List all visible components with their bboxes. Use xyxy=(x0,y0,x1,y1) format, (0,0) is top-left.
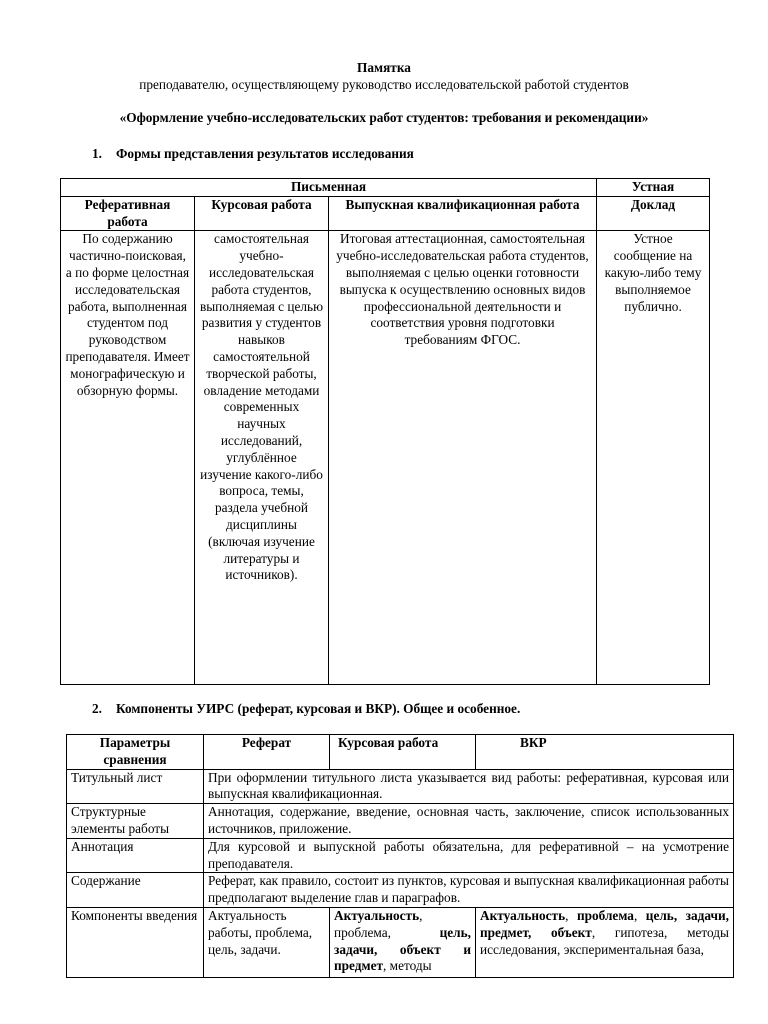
intro-kursovaya-text-2: , методы xyxy=(383,958,432,974)
row-text: Реферат, как правило, состоит из пунктов, курсовая и выпускная квалификационная работы предполагают выделение глав и параграфов. xyxy=(204,873,734,908)
intro-vkr-bold-1: Актуальность xyxy=(480,907,566,923)
document-title: Памятка xyxy=(357,60,411,75)
document-subtitle: преподавателю, осуществляющему руководство исследовательской работой студентов xyxy=(139,77,629,92)
section-1-number: 1. xyxy=(92,146,102,161)
intro-vkr-bold-2: проблема xyxy=(576,907,634,923)
header-param: Параметры сравнения xyxy=(67,735,204,770)
row-text: Аннотация, содержание, введение, основная часть, заключение, список использованных источников, приложение. xyxy=(204,804,734,839)
forms-table xyxy=(60,178,710,685)
cell-vkr: Итоговая аттестационная, самостоятельная учебно-исследовательская работа студентов, выполняемая с целью оценки готовности выпуска к осуществлению основных видов профессиональной деятельности и соответствия уровня подготовки требованиям ФГОС. xyxy=(329,231,597,685)
row-param: Титульный лист xyxy=(67,769,204,804)
table-row xyxy=(67,804,734,839)
section-1-heading xyxy=(92,146,414,163)
col-doklad: Доклад xyxy=(597,196,710,231)
row-param: Аннотация xyxy=(67,838,204,873)
row-param: Содержание xyxy=(67,873,204,908)
row-param: Структурные элементы работы xyxy=(67,804,204,839)
col-kursovaya: Курсовая работа xyxy=(195,196,329,231)
intro-kursovaya-text-1: , проблема, xyxy=(334,907,440,940)
intro-vkr-bold-3: цель, задачи, предмет, объект xyxy=(480,907,729,940)
section-1-title: Формы представления результатов исследования xyxy=(116,146,414,161)
intro-vkr-text-1: , xyxy=(565,907,577,923)
section-2-heading xyxy=(92,701,520,718)
intro-param: Компоненты введения xyxy=(67,907,204,977)
intro-referat: Актуальность работы, проблема, цель, задачи. xyxy=(204,907,330,977)
section-2-title: Компоненты УИРС (реферат, курсовая и ВКР). Общее и особенное. xyxy=(116,701,521,716)
header-kursovaya: Курсовая работа xyxy=(330,735,476,770)
group-oral: Устная xyxy=(597,179,710,197)
intro-kursovaya-bold-2: цель, задачи, объект и предмет xyxy=(334,924,471,974)
intro-kursovaya xyxy=(330,907,476,977)
header-vkr: ВКР xyxy=(476,735,734,770)
table-row-intro xyxy=(67,907,734,977)
table-row xyxy=(67,873,734,908)
intro-vkr-text-3: , гипотеза, методы исследования, экспериментальная база, xyxy=(480,924,729,957)
table-row xyxy=(67,838,734,873)
col-referat: Реферативная работа xyxy=(61,196,195,231)
document-heading: «Оформление учебно-исследовательских работ студентов: требования и рекомендации» xyxy=(119,110,649,125)
cell-kursovaya: самостоятельная учебно-исследовательская работа студентов, выполняемая с целью развития у студентов навыков самостоятельной творческой работы, овладение методами современных научных исследований, углублённое изучение какого-либо вопроса, темы, раздела учебной дисциплины (включая изучение литературы и источников). xyxy=(195,231,329,685)
intro-vkr-text-2: , xyxy=(633,907,646,923)
row-text: Для курсовой и выпускной работы обязательна, для реферативной – на усмотрение преподавателя. xyxy=(204,838,734,873)
components-table xyxy=(66,734,734,978)
cell-referat: По содержанию частично-поисковая, а по форме целостная исследовательская работа, выполненная студентом под руководством преподавателя. Имеет монографическую и обзорную формы. xyxy=(61,231,195,685)
section-2-number: 2. xyxy=(92,701,102,716)
table-row xyxy=(67,769,734,804)
intro-vkr xyxy=(476,907,734,977)
col-vkr: Выпускная квалификационная работа xyxy=(329,196,597,231)
group-written: Письменная xyxy=(61,179,597,197)
row-text: При оформлении титульного листа указывается вид работы: реферативная, курсовая или выпускная квалификационная. xyxy=(204,769,734,804)
cell-doklad: Устное сообщение на какую-либо тему выполняемое публично. xyxy=(597,231,710,685)
intro-kursovaya-bold-1: Актуальность xyxy=(334,907,420,923)
header-referat: Реферат xyxy=(204,735,330,770)
